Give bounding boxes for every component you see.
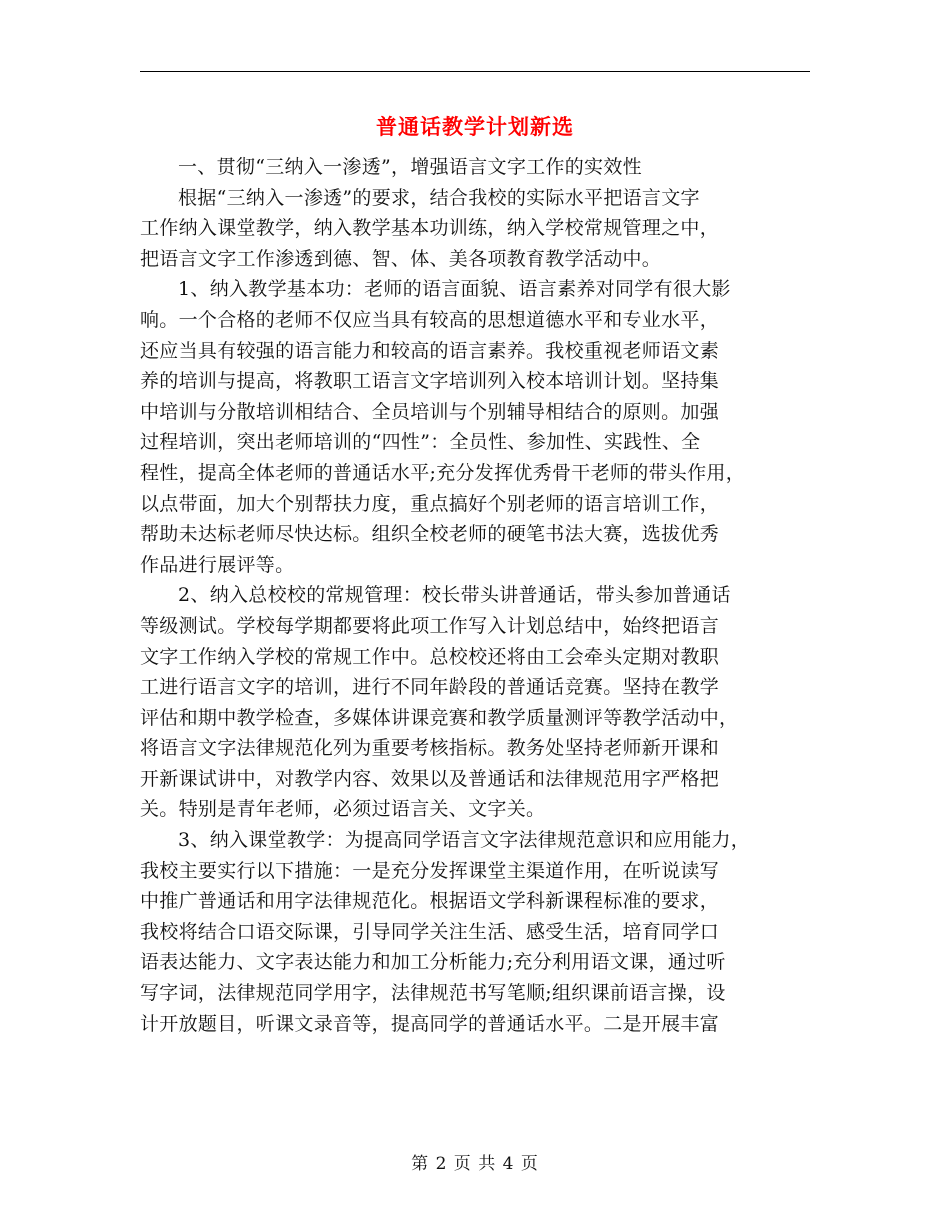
text-line: 写字词，法律规范同学用字，法律规范书写笔顺;组织课前语言操，设	[140, 982, 726, 1005]
text-line: 过程培训，突出老师培训的“四性”：全员性、参加性、实践性、全	[140, 431, 701, 454]
document-body	[140, 152, 820, 1039]
document-title: 普通话教学计划新选	[376, 114, 574, 139]
text-line: 我校主要实行以下措施：一是充分发挥课堂主渠道作用，在听说读写	[140, 859, 720, 882]
text-line: 还应当具有较强的语言能力和较高的语言素养。我校重视老师语文素	[140, 339, 720, 362]
text-line: 工进行语言文字的培训，进行不同年龄段的普通话竞赛。坚持在教学	[140, 676, 720, 699]
text-line: 1、纳入教学基本功：老师的语言面貌、语言素养对同学有很大影	[178, 278, 731, 301]
text-line: 计开放题目，听课文录音等，提高同学的普通话水平。二是开展丰富	[140, 1012, 720, 1035]
header-rule	[140, 71, 810, 72]
text-line: 2、纳入总校校的常规管理：校长带头讲普通话，带头参加普通话	[178, 584, 731, 607]
text-line: 工作纳入课堂教学，纳入教学基本功训练，纳入学校常规管理之中，	[140, 217, 720, 240]
text-line: 评估和期中教学检查，多媒体讲课竞赛和教学质量测评等教学活动中，	[140, 706, 739, 729]
page-number-footer: 第 2 页 共 4 页	[411, 1154, 539, 1174]
text-line: 等级测试。学校每学期都要将此项工作写入计划总结中，始终把语言	[140, 614, 720, 637]
text-line: 一、贯彻“三纳入一渗透”，增强语言文字工作的实效性	[178, 156, 642, 178]
text-line: 中推广普通话和用字法律规范化。根据语文学科新课程标准的要求，	[140, 890, 720, 913]
text-line: 中培训与分散培训相结合、全员培训与个别辅导相结合的原则。加强	[140, 400, 720, 423]
text-line: 以点带面，加大个别帮扶力度，重点搞好个别老师的语言培训工作，	[140, 492, 720, 515]
text-line: 文字工作纳入学校的常规工作中。总校校还将由工会牵头定期对教职	[140, 645, 720, 668]
text-line: 把语言文字工作渗透到德、智、体、美各项教育教学活动中。	[140, 247, 662, 270]
text-line: 响。一个合格的老师不仅应当具有较高的思想道德水平和专业水平，	[140, 308, 720, 331]
text-line: 程性，提高全体老师的普通话水平;充分发挥优秀骨干老师的带头作用，	[140, 461, 746, 484]
text-line: 3、纳入课堂教学：为提高同学语言文字法律规范意识和应用能力，	[178, 829, 751, 852]
text-line: 将语言文字法律规范化列为重要考核指标。教务处坚持老师新开课和	[140, 737, 720, 760]
text-line: 养的培训与提高，将教职工语言文字培训列入校本培训计划。坚持集	[140, 370, 720, 393]
text-line: 根据“三纳入一渗透”的要求，结合我校的实际水平把语言文字	[178, 186, 700, 209]
text-line: 作品进行展评等。	[140, 553, 295, 576]
text-line: 帮助未达标老师尽快达标。组织全校老师的硬笔书法大赛，选拔优秀	[140, 523, 720, 546]
text-line: 关。特别是青年老师，必须过语言关、文字关。	[140, 798, 546, 821]
text-line: 我校将结合口语交际课，引导同学关注生活、感受生活，培育同学口	[140, 920, 720, 943]
text-line: 语表达能力、文字表达能力和加工分析能力;充分利用语文课，通过听	[140, 951, 726, 974]
text-line: 开新课试讲中，对教学内容、效果以及普通话和法律规范用字严格把	[140, 767, 720, 790]
